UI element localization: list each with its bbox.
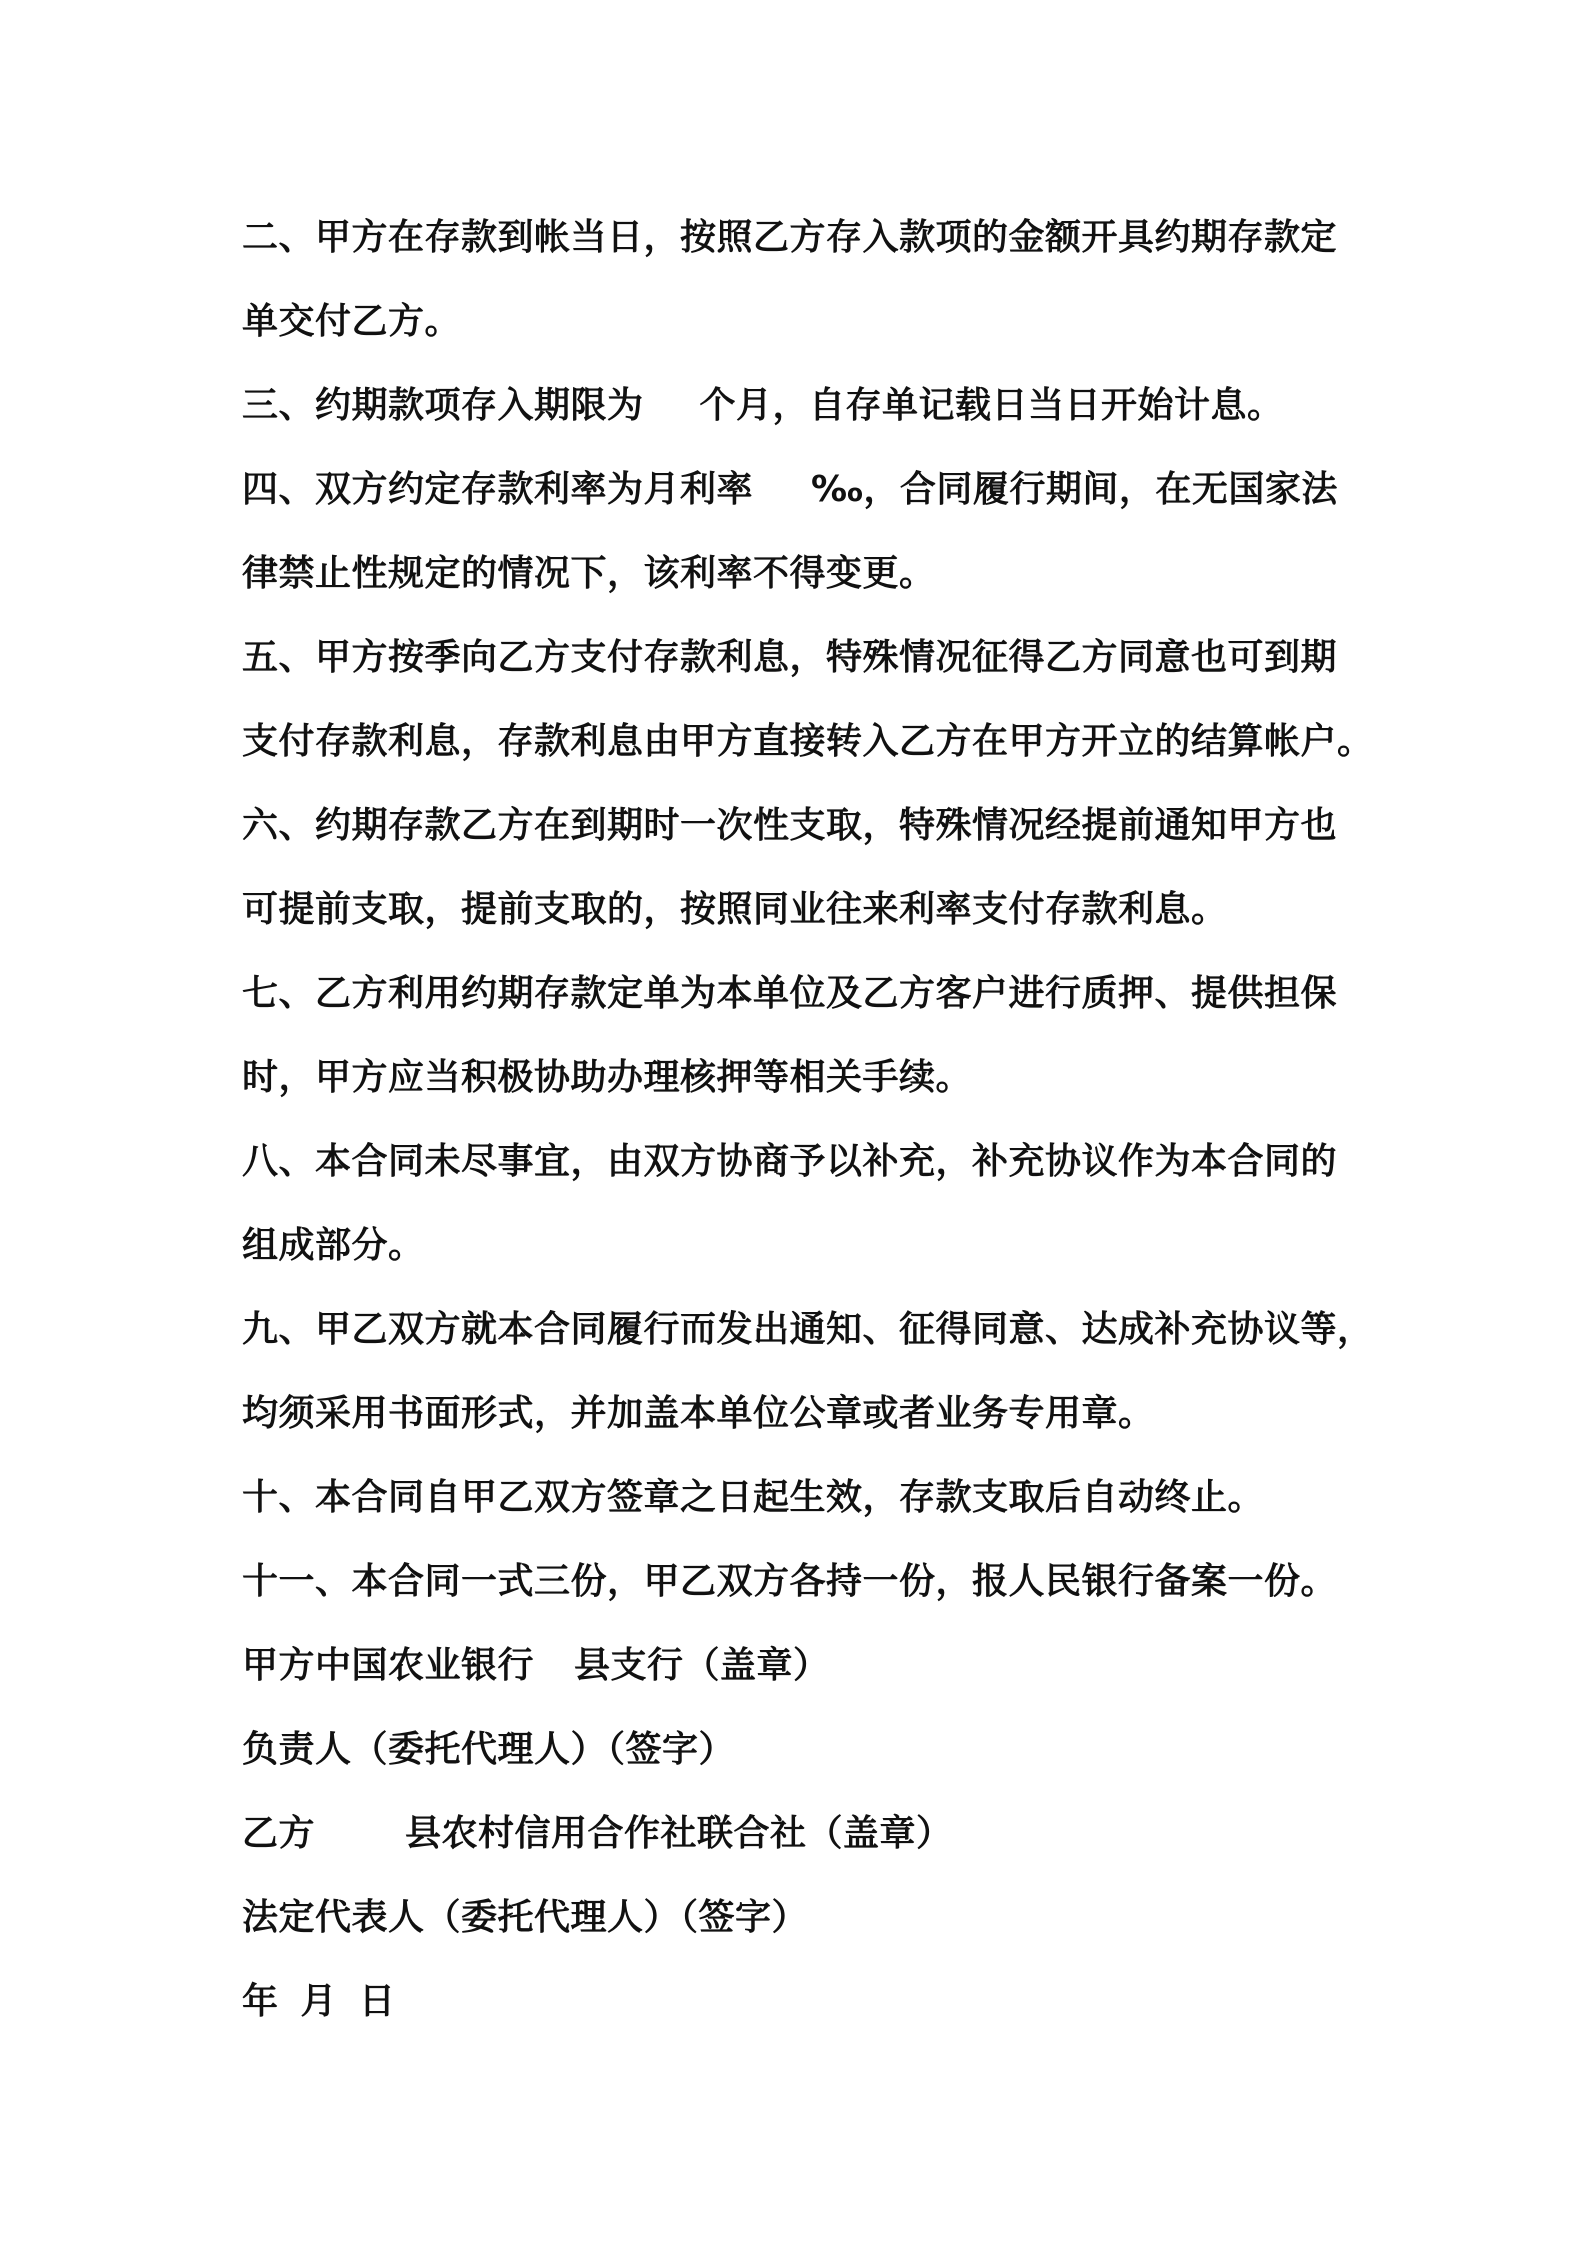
date-day: 日 [359,1981,396,2022]
signing-date [242,1960,1372,2044]
clause-7-line-1: 七、乙方利用约期存款定单为本单位及乙方客户进行质押、提供担保 [242,973,1338,1014]
clause-10-line-1: 十、本合同自甲乙双方签章之日起生效，存款支取后自动终止。 [242,1477,1265,1518]
clause-5-line-2: 支付存款利息，存款利息由甲方直接转入乙方在甲方开立的结算帐户。 [242,721,1374,762]
clause-9-line-1: 九、甲乙双方就本合同履行而发出通知、征得同意、达成补充协议等， [242,1309,1374,1350]
clause-6-line-1: 六、约期存款乙方在到期时一次性支取，特殊情况经提前通知甲方也 [242,805,1338,846]
party-a-suffix: 县支行（盖章） [574,1645,830,1686]
clause-5-line-1: 五、甲方按季向乙方支付存款利息，特殊情况征得乙方同意也可到期 [242,637,1338,678]
clause-3-text-after: 个月，自存单记载日当日开始计息。 [699,385,1284,426]
date-month: 月 [300,1981,338,2022]
party-b-seal [242,1792,1372,1876]
clause-8-line-2: 组成部分。 [242,1225,425,1266]
clause-2-line-1: 二、甲方在存款到帐当日，按照乙方存入款项的金额开具约期存款定 [242,217,1338,258]
party-b-suffix: 县农村信用合作社联合社（盖章） [405,1813,953,1854]
clause-3-text-before: 三、约期款项存入期限为 [242,385,644,426]
party-a-prefix: 甲方中国农业银行 [242,1645,535,1686]
clause-8-line-1: 八、本合同未尽事宜，由双方协商予以补充，补充协议作为本合同的 [242,1141,1338,1182]
contract-body [242,196,1372,2044]
clause-4-text-before: 四、双方约定存款利率为月利率 [242,469,754,510]
party-b-prefix: 乙方 [242,1813,316,1854]
clause-9-line-2: 均须采用书面形式，并加盖本单位公章或者业务专用章。 [242,1393,1155,1434]
clause-4-line-1 [242,448,1372,532]
party-a-seal [242,1624,1372,1708]
clause-4-text-after: ‰，合同履行期间，在无国家法 [811,469,1338,510]
clause-4-line-2: 律禁止性规定的情况下，该利率不得变更。 [242,553,936,594]
clause-2-line-2: 单交付乙方。 [242,301,462,342]
clause-11-line-1: 十一、本合同一式三份，甲乙双方各持一份，报人民银行备案一份。 [242,1561,1338,1602]
clause-3-line-1 [242,364,1372,448]
party-a-representative: 负责人（委托代理人）（签字） [242,1729,736,1770]
clause-7-line-2: 时，甲方应当积极协助办理核押等相关手续。 [242,1057,973,1098]
party-b-representative: 法定代表人（委托代理人）（签字） [242,1897,809,1938]
clause-6-line-2: 可提前支取，提前支取的，按照同业往来利率支付存款利息。 [242,889,1228,930]
date-year: 年 [242,1981,279,2022]
